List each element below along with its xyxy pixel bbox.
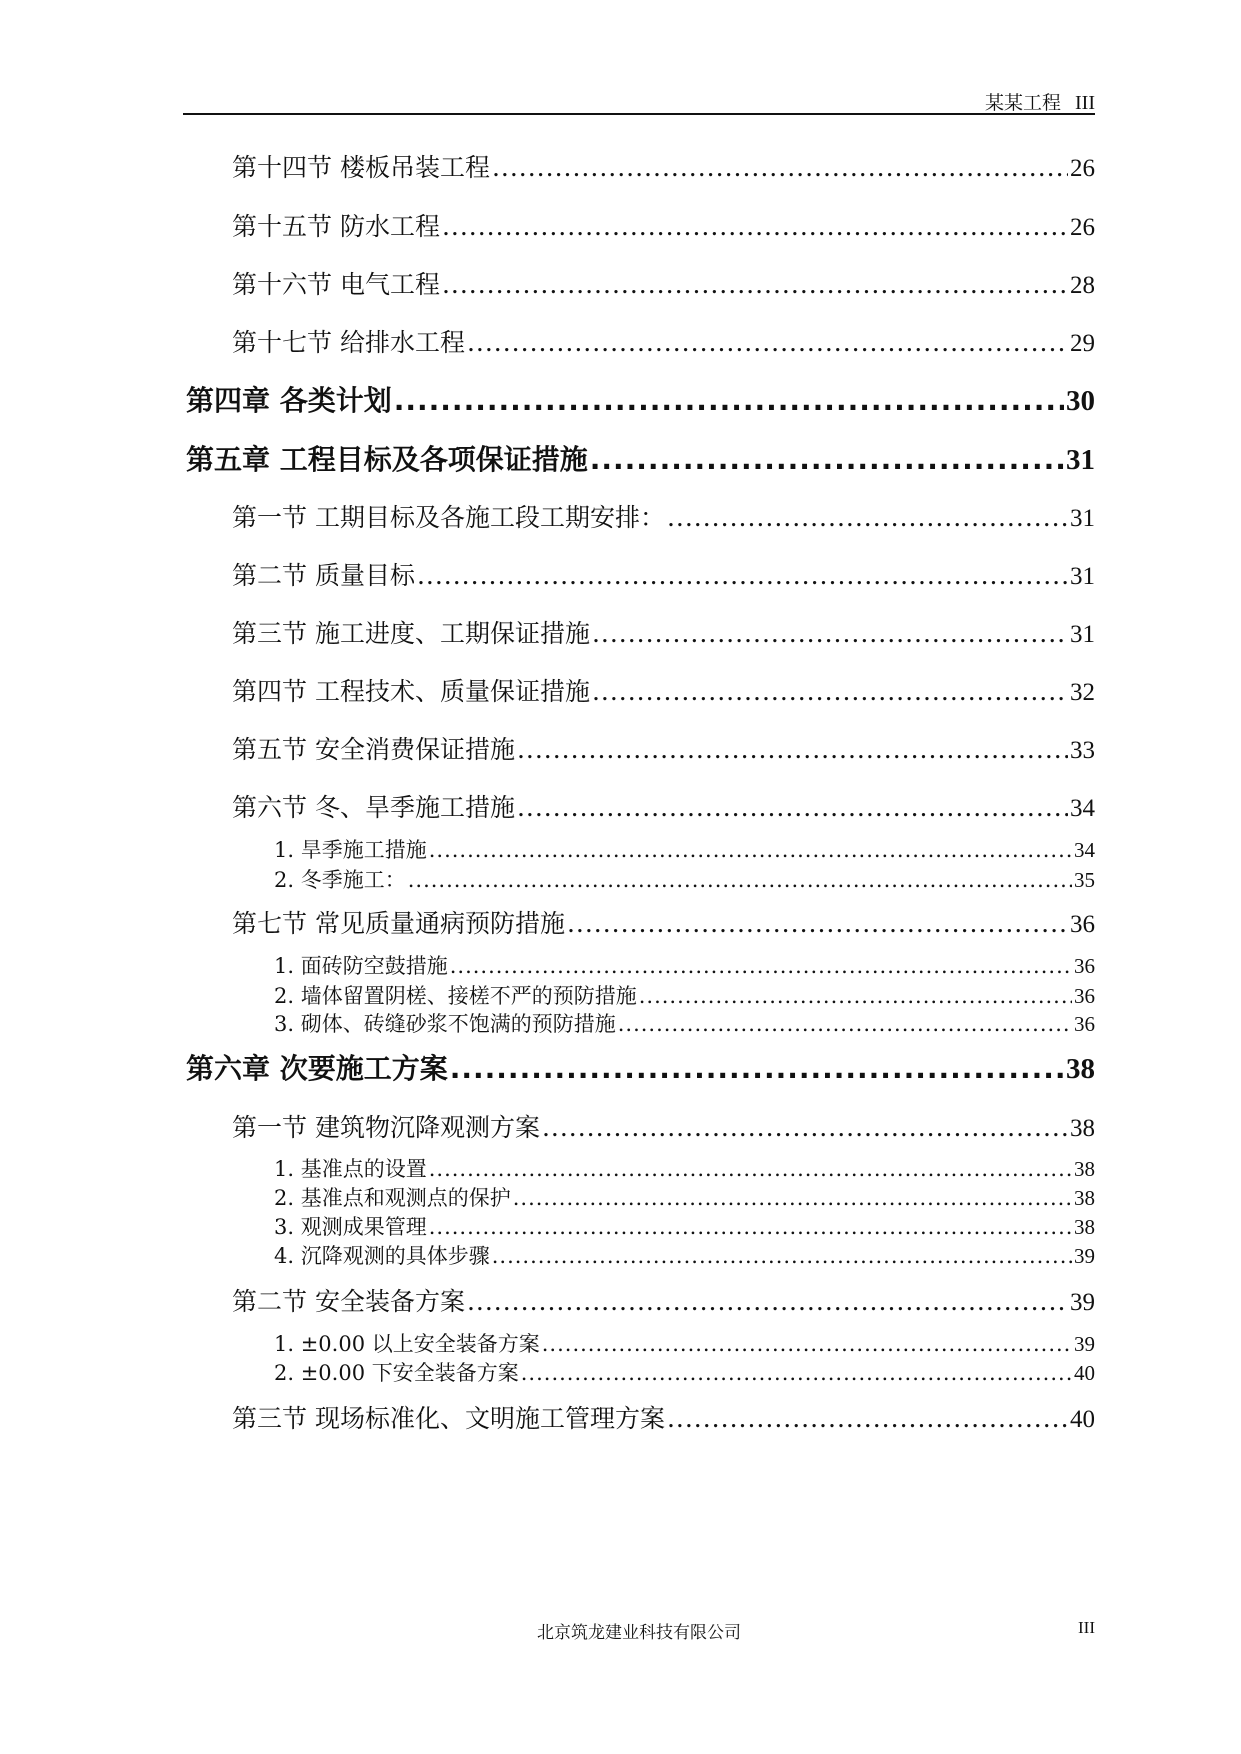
toc-entry-title: 1. ±0.00 以上安全装备方案 — [274, 1332, 540, 1356]
toc-leader-dots — [429, 1215, 1072, 1239]
toc-entry-sub[interactable] — [274, 864, 1095, 894]
toc-entry-page: 39 — [1070, 1289, 1095, 1316]
toc-leader-dots — [542, 1113, 1068, 1142]
toc-entry-page: 31 — [1070, 563, 1095, 590]
toc-entry-title: 第十六节 电气工程 — [232, 270, 440, 299]
toc-entry-title: 第五章 工程目标及各项保证措施 — [186, 443, 588, 476]
toc-entry-section[interactable] — [232, 148, 1095, 184]
toc-entry-page: 34 — [1070, 795, 1095, 822]
toc-leader-dots — [467, 1287, 1068, 1316]
toc-entry-title: 第四节 工程技术、质量保证措施 — [232, 677, 590, 706]
toc-entry-sub[interactable] — [274, 1240, 1095, 1270]
toc-entry-page: 29 — [1070, 330, 1095, 357]
toc-entry-title: 第一节 建筑物沉降观测方案 — [232, 1113, 540, 1142]
toc-entry-sub[interactable] — [274, 1357, 1095, 1387]
toc-entry-title: 第二节 安全装备方案 — [232, 1287, 465, 1316]
toc-entry-page: 38 — [1066, 1053, 1095, 1085]
toc-entry-section[interactable] — [232, 730, 1095, 766]
toc-entry-sub[interactable] — [274, 1182, 1095, 1212]
toc-entry-page: 30 — [1066, 385, 1095, 417]
page-footer — [183, 1618, 1095, 1648]
toc-entry-section[interactable] — [232, 498, 1095, 534]
toc-leader-dots — [429, 1157, 1072, 1181]
toc-leader-dots — [417, 561, 1068, 590]
toc-entry-sub[interactable] — [274, 1328, 1095, 1358]
toc-entry-page: 39 — [1074, 1244, 1095, 1268]
toc-entry-sub[interactable] — [274, 1008, 1095, 1038]
toc-entry-page: 34 — [1074, 838, 1095, 862]
toc-entry-sub[interactable] — [274, 950, 1095, 980]
toc-entry-section[interactable] — [232, 1399, 1095, 1435]
toc-entry-title: 4. 沉降观测的具体步骤 — [274, 1244, 490, 1268]
toc-entry-section[interactable] — [232, 1108, 1095, 1144]
toc-leader-dots — [590, 443, 1064, 476]
toc-entry-title: 第五节 安全消费保证措施 — [232, 735, 515, 764]
toc-entry-sub[interactable] — [274, 1153, 1095, 1183]
toc-entry-section[interactable] — [232, 788, 1095, 824]
toc-entry-page: 36 — [1074, 954, 1095, 978]
toc-entry-page: 38 — [1070, 1115, 1095, 1142]
toc-leader-dots — [408, 868, 1072, 892]
toc-leader-dots — [592, 677, 1068, 706]
toc-entry-section[interactable] — [232, 265, 1095, 301]
toc-leader-dots — [639, 984, 1072, 1008]
toc-entry-page: 40 — [1074, 1361, 1095, 1385]
toc-entry-title: 2. 墙体留置阴槎、接槎不严的预防措施 — [274, 984, 637, 1008]
toc-leader-dots — [492, 153, 1068, 182]
toc-entry-title: 第四章 各类计划 — [186, 384, 392, 417]
toc-entry-section[interactable] — [232, 904, 1095, 940]
toc-entry-page: 36 — [1070, 911, 1095, 938]
toc-entry-title: 2. 基准点和观测点的保护 — [274, 1186, 511, 1210]
toc-entry-chapter[interactable] — [186, 379, 1095, 419]
toc-leader-dots — [517, 735, 1068, 764]
toc-leader-dots — [467, 328, 1068, 357]
toc-leader-dots — [442, 212, 1068, 241]
toc-entry-page: 39 — [1074, 1332, 1095, 1356]
toc-entry-title: 第六节 冬、旱季施工措施 — [232, 793, 515, 822]
toc-leader-dots — [567, 909, 1068, 938]
toc-entry-page: 35 — [1074, 868, 1095, 892]
toc-leader-dots — [442, 270, 1068, 299]
toc-entry-title: 第十四节 楼板吊装工程 — [232, 153, 490, 182]
toc-entry-page: 38 — [1074, 1186, 1095, 1210]
toc-entry-title: 1. 基准点的设置 — [274, 1157, 427, 1181]
toc-entry-page: 32 — [1070, 679, 1095, 706]
toc-entry-title: 第三节 施工进度、工期保证措施 — [232, 619, 590, 648]
toc-entry-title: 第三节 现场标准化、文明施工管理方案 — [232, 1404, 665, 1433]
toc-entry-page: 33 — [1070, 737, 1095, 764]
toc-entry-page: 26 — [1070, 155, 1095, 182]
toc-entry-title: 第十五节 防水工程 — [232, 212, 440, 241]
toc-entry-sub[interactable] — [274, 834, 1095, 864]
toc-entry-sub[interactable] — [274, 1211, 1095, 1241]
toc-entry-title: 3. 观测成果管理 — [274, 1215, 427, 1239]
toc-leader-dots — [450, 954, 1072, 978]
toc-entry-page: 31 — [1070, 621, 1095, 648]
toc-leader-dots — [492, 1244, 1072, 1268]
toc-entry-page: 28 — [1070, 272, 1095, 299]
toc-entry-section[interactable] — [232, 672, 1095, 708]
toc-entry-title: 1. 面砖防空鼓措施 — [274, 954, 448, 978]
toc-leader-dots — [517, 793, 1068, 822]
toc-entry-title: 第二节 质量目标 — [232, 561, 415, 590]
toc-entry-page: 26 — [1070, 214, 1095, 241]
toc-entry-page: 40 — [1070, 1406, 1095, 1433]
toc-entry-page: 31 — [1066, 444, 1095, 476]
toc-entry-page: 31 — [1070, 505, 1095, 532]
toc-leader-dots — [394, 384, 1064, 417]
toc-entry-section[interactable] — [232, 614, 1095, 650]
footer-page-number: III — [1078, 1618, 1095, 1637]
toc-entry-sub[interactable] — [274, 980, 1095, 1010]
toc-leader-dots — [667, 503, 1068, 532]
toc-leader-dots — [667, 1404, 1068, 1433]
toc-leader-dots — [429, 838, 1072, 862]
toc-entry-title: 1. 旱季施工措施 — [274, 838, 427, 862]
toc-entry-section[interactable] — [232, 207, 1095, 243]
toc-entry-title: 3. 砌体、砖缝砂浆不饱满的预防措施 — [274, 1012, 616, 1036]
toc-leader-dots — [618, 1012, 1072, 1036]
toc-entry-section[interactable] — [232, 1282, 1095, 1318]
header-page-number: III — [1075, 92, 1095, 114]
toc-entry-title: 第一节 工期目标及各施工段工期安排： — [232, 503, 665, 532]
toc-entry-page: 38 — [1074, 1157, 1095, 1181]
toc-leader-dots — [542, 1332, 1072, 1356]
toc-leader-dots — [513, 1186, 1072, 1210]
toc-entry-title: 第六章 次要施工方案 — [186, 1052, 448, 1085]
toc-leader-dots — [521, 1361, 1072, 1385]
toc-entry-page: 36 — [1074, 984, 1095, 1008]
toc-entry-title: 2. 冬季施工： — [274, 868, 406, 892]
toc-entry-title: 2. ±0.00 下安全装备方案 — [274, 1361, 519, 1385]
toc-entry-chapter[interactable] — [186, 438, 1095, 478]
toc-entry-chapter[interactable] — [186, 1047, 1095, 1087]
footer-company: 北京筑龙建业科技有限公司 — [537, 1623, 741, 1643]
toc-entry-title: 第十七节 给排水工程 — [232, 328, 465, 357]
header-title: 某某工程 — [985, 92, 1062, 114]
toc-entry-page: 36 — [1074, 1012, 1095, 1036]
toc-leader-dots — [592, 619, 1068, 648]
toc-entry-section[interactable] — [232, 323, 1095, 359]
toc-leader-dots — [450, 1052, 1064, 1085]
toc-entry-section[interactable] — [232, 556, 1095, 592]
toc-entry-title: 第七节 常见质量通病预防措施 — [232, 909, 565, 938]
toc-entry-page: 38 — [1074, 1215, 1095, 1239]
